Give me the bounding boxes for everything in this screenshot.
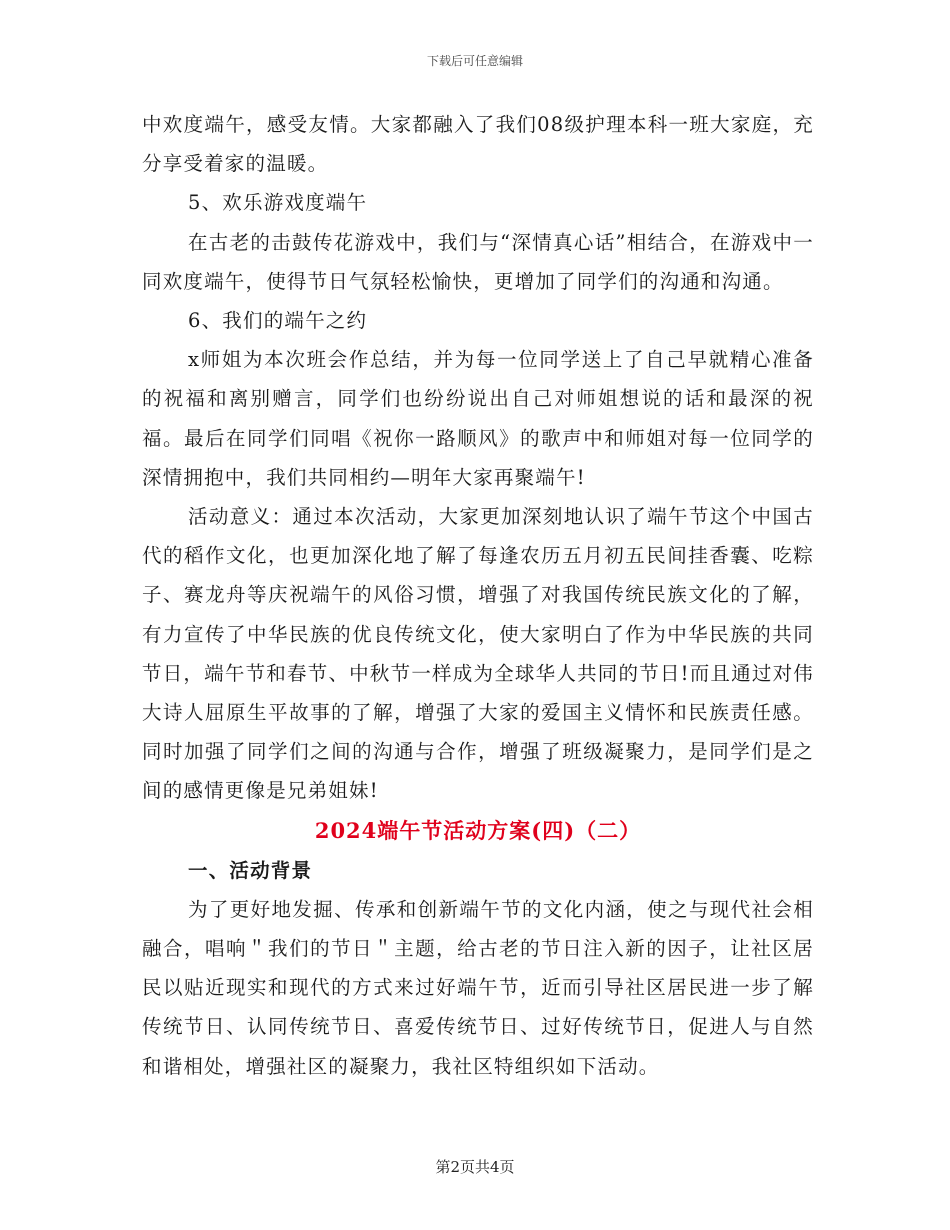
header-note: 下载后可任意编辑 (426, 54, 523, 68)
paragraph-significance: 活动意义：通过本次活动，大家更加深刻地认识了端午节这个中国古代的稻作文化，也更加深化地了解了每逢农历五月初五民间挂香囊、吃粽子、赛龙舟等庆祝端午的风俗习惯，增强了对我国传统民族文化的了解，有力宣传了中华民族的优良传统文化，使大家明白了作为中华民族的共同节日，端午节和春节、中秋节一样成为全球华人共同的节日!而且通过对伟大诗人屈原生平故事的了解，增强了大家的爱国主义情怀和民族责任感。同时加强了同学们之间的沟通与合作，增强了班级凝聚力，是同学们是之间的感情更像是兄弟姐妹! (142, 505, 814, 803)
document-body (142, 105, 814, 1086)
page-header (0, 52, 950, 69)
heading-item-5: 5、欢乐游戏度端午 (188, 191, 368, 215)
paragraph-summary: x师姐为本次班会作总结，并为每一位同学送上了自己早就精心准备的祝福和离别赠言，同学们也纷纷说出自己对师姐想说的话和最深的祝福。最后在同学们同唱《祝你一路顺风》的歌声中和师姐对每一位同学的深情拥抱中，我们共同相约—明年大家再聚端午! (142, 348, 814, 489)
paragraph-background: 为了更好地发掘、传承和创新端午节的文化内涵，使之与现代社会相融合，唱响＂我们的节日＂主题，给古老的节日注入新的因子，让社区居民以贴近现实和现代的方式来过好端午节，近而引导社区居民进一步了解传统节日、认同传统节日、喜爱传统节日、过好传统节日，促进人与自然和谐相处，增强社区的凝聚力，我社区特组织如下活动。 (142, 897, 814, 1078)
page-number: 第2页共4页 (435, 1158, 515, 1176)
heading-background: 一、活动背景 (188, 858, 313, 882)
paragraph-game: 在古老的击鼓传花游戏中，我们与“深情真心话”相结合，在游戏中一同欢度端午，使得节日气氛轻松愉快，更增加了同学们的沟通和沟通。 (142, 230, 814, 293)
section-title: 2024端午节活动方案(四)（二） (314, 817, 642, 843)
heading-item-6: 6、我们的端午之约 (188, 309, 368, 333)
paragraph-continued: 中欢度端午，感受友情。大家都融入了我们08级护理本科一班大家庭，充分享受着家的温暖。 (142, 113, 814, 176)
page-footer (0, 1156, 950, 1177)
